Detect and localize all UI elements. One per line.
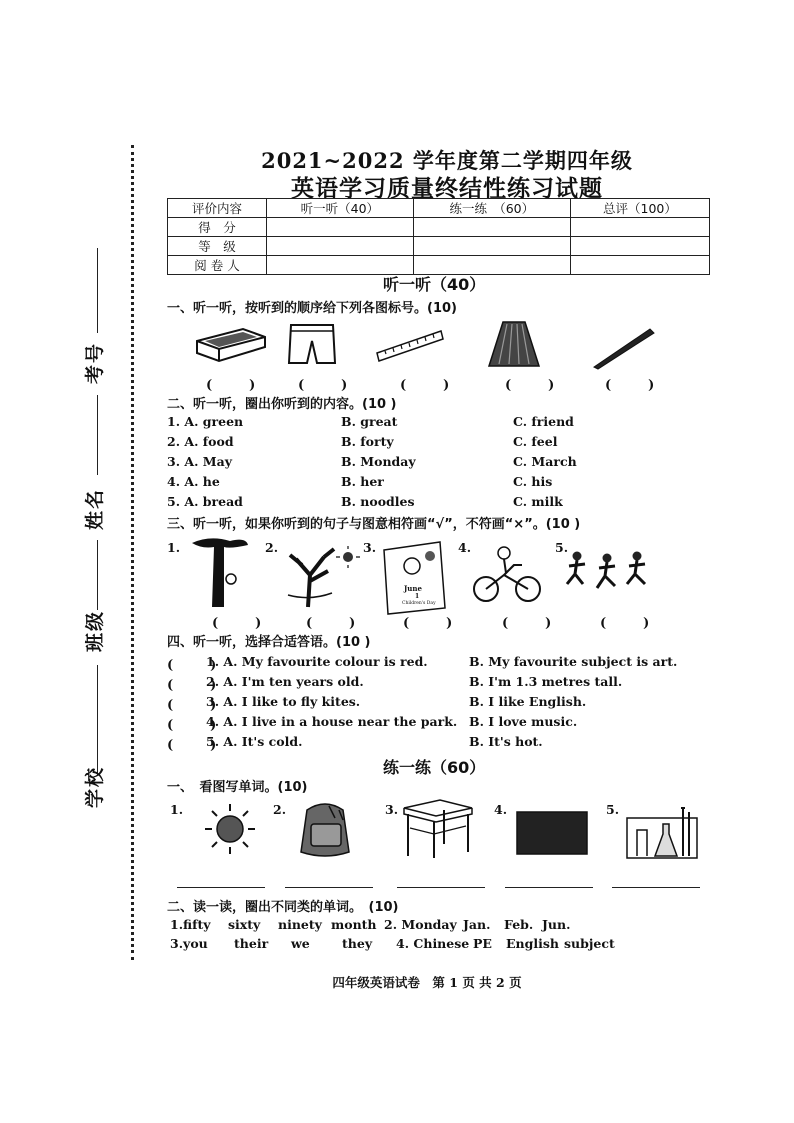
q4-option-a: 1. A. My favourite colour is red. <box>206 654 428 669</box>
q2-option[interactable]: B. noodles <box>341 494 415 509</box>
score-table-row <box>168 237 710 256</box>
score-header-cell: 总评（100） <box>570 199 709 218</box>
score-row-label: 得 分 <box>168 218 267 237</box>
q4-option-b: B. It's hot. <box>469 734 543 749</box>
word-option[interactable]: ninety <box>278 917 322 932</box>
q2-option[interactable]: 2. A. food <box>167 434 234 449</box>
listen-q1-title: 一、听一听，按听到的顺序给下列各图标号。(10) <box>167 301 457 316</box>
q3-answer-paren[interactable]: ( ) <box>212 616 274 631</box>
q4-option-b: B. I love music. <box>469 714 578 729</box>
q3-answer-paren[interactable]: ( ) <box>403 616 465 631</box>
practice-q1-number: 1. <box>170 802 184 817</box>
page-footer: 四年级英语试卷 第 1 页 共 2 页 <box>332 975 522 990</box>
answer-line[interactable] <box>177 887 265 888</box>
exam-title-line2: 英语学习质量终结性练习试题 <box>291 175 603 202</box>
q2-option[interactable]: 3. A. May <box>167 454 233 469</box>
answer-line[interactable] <box>505 887 593 888</box>
bare-tree-picture <box>280 545 360 610</box>
practice-q1-number: 5. <box>606 802 620 817</box>
girl-cycling-picture <box>470 545 545 605</box>
score-row-label: 等 级 <box>168 237 267 256</box>
score-header-cell: 听一听（40） <box>267 199 414 218</box>
score-row-label: 阅 卷 人 <box>168 256 267 275</box>
name-label: 姓名 <box>84 487 106 530</box>
word-option[interactable]: PE <box>473 936 492 951</box>
q2-option[interactable]: 1. A. green <box>167 414 244 429</box>
tree-picture <box>190 535 250 610</box>
class-label: 班级 <box>84 609 106 652</box>
school-label: 学校 <box>84 765 106 808</box>
word-option[interactable]: 2. Monday <box>384 917 457 932</box>
word-option[interactable]: 1.fifty <box>170 917 211 932</box>
answer-line[interactable] <box>285 887 373 888</box>
q2-option[interactable]: C. friend <box>513 414 574 429</box>
listen-q2-title: 二、听一听，圈出你听到的内容。(10 ) <box>167 397 397 412</box>
word-option[interactable]: we <box>291 936 310 951</box>
word-option[interactable]: month <box>331 917 377 932</box>
q2-option[interactable]: C. feel <box>513 434 558 449</box>
q2-option[interactable]: 4. A. he <box>167 474 220 489</box>
q3-answer-paren[interactable]: ( ) <box>306 616 368 631</box>
q3-number: 2. <box>265 540 279 555</box>
sun-picture <box>200 800 260 858</box>
word-option[interactable]: 3.you <box>170 936 208 951</box>
desk-picture <box>400 798 475 860</box>
practice-q1-number: 4. <box>494 802 508 817</box>
exam-no-line <box>97 248 98 333</box>
q1-answer-paren[interactable]: ( ) <box>400 378 462 393</box>
practice-q2-title: 二、读一读，圈出不同类的单词。 (10) <box>167 900 399 915</box>
shorts-picture <box>287 323 337 368</box>
name-line-top <box>97 395 98 475</box>
q4-answer-paren[interactable]: ( ) <box>167 658 229 673</box>
calendar-note: Children's Day <box>402 601 436 606</box>
q4-option-b: B. My favourite subject is art. <box>469 654 678 669</box>
word-option[interactable]: Jan. <box>463 917 491 932</box>
calendar-day: 1 <box>415 593 420 600</box>
practice-q1-title: 一、 看图写单词。(10) <box>167 780 308 795</box>
q2-option[interactable]: B. her <box>341 474 384 489</box>
q4-option-b: B. I like English. <box>469 694 587 709</box>
word-option[interactable]: Jun. <box>542 917 571 932</box>
pencil-box-picture <box>193 323 268 368</box>
q1-answer-paren[interactable]: ( ) <box>206 378 268 393</box>
q1-answer-paren[interactable]: ( ) <box>505 378 567 393</box>
score-table-row <box>168 218 710 237</box>
answer-line[interactable] <box>397 887 485 888</box>
score-table <box>167 198 710 275</box>
exam-no-label: 考号 <box>84 341 106 384</box>
q4-option-a: 5. A. It's cold. <box>206 734 303 749</box>
q2-option[interactable]: C. his <box>513 474 553 489</box>
q2-option[interactable]: C. milk <box>513 494 563 509</box>
word-option[interactable]: 4. Chinese <box>396 936 470 951</box>
practice-q1-number: 2. <box>273 802 287 817</box>
word-option[interactable]: Feb. <box>504 917 534 932</box>
calendar-month: June <box>404 584 422 593</box>
listen-q3-title: 三、听一听，如果你听到的句子与图意相符画“√”，不符画“×”。(10 ) <box>167 517 581 532</box>
q3-answer-paren[interactable]: ( ) <box>600 616 662 631</box>
word-option[interactable]: sixty <box>228 917 261 932</box>
exam-title-line1: 2021~2022 学年度第二学期四年级 <box>261 148 633 173</box>
q1-answer-paren[interactable]: ( ) <box>605 378 667 393</box>
q3-number: 1. <box>167 540 181 555</box>
binding-dotted-line <box>131 145 134 960</box>
word-option[interactable]: subject <box>564 936 615 951</box>
q4-answer-paren[interactable]: ( ) <box>167 698 229 713</box>
q2-option[interactable]: 5. A. bread <box>167 494 243 509</box>
bag-picture <box>295 800 355 860</box>
practice-q1-number: 3. <box>385 802 399 817</box>
lab-equipment-picture <box>625 800 700 860</box>
name-line <box>97 540 98 610</box>
q3-number: 5. <box>555 540 569 555</box>
q4-answer-paren[interactable]: ( ) <box>167 718 229 733</box>
q2-option[interactable]: C. March <box>513 454 577 469</box>
q4-option-a: 4. A. I live in a house near the park. <box>206 714 458 729</box>
score-table-header <box>168 199 710 218</box>
word-option[interactable]: their <box>234 936 269 951</box>
q4-answer-paren[interactable]: ( ) <box>167 678 229 693</box>
listen-section-title: 听一听（40） <box>383 275 486 294</box>
ruler-picture <box>375 325 445 363</box>
practice-section-title: 练一练（60） <box>383 758 486 777</box>
q3-number: 4. <box>458 540 472 555</box>
running-kids-picture <box>565 550 660 595</box>
score-header-cell: 练一练 （60） <box>413 199 570 218</box>
score-header-cell: 评价内容 <box>168 199 267 218</box>
q4-option-b: B. I'm 1.3 metres tall. <box>469 674 623 689</box>
q4-option-a: 2. A. I'm ten years old. <box>206 674 364 689</box>
listen-q4-title: 四、听一听，选择合适答语。(10 ) <box>167 635 371 650</box>
q2-option[interactable]: B. Monday <box>341 454 416 469</box>
answer-line[interactable] <box>612 887 700 888</box>
class-line <box>97 665 98 775</box>
word-option[interactable]: they <box>342 936 373 951</box>
q2-option[interactable]: B. forty <box>341 434 394 449</box>
q3-number: 3. <box>363 540 377 555</box>
pen-picture <box>590 325 655 370</box>
blackboard-picture <box>515 810 590 856</box>
q4-answer-paren[interactable]: ( ) <box>167 738 229 753</box>
q3-answer-paren[interactable]: ( ) <box>502 616 564 631</box>
q4-option-a: 3. A. I like to fly kites. <box>206 694 361 709</box>
q1-answer-paren[interactable]: ( ) <box>298 378 360 393</box>
word-option[interactable]: English <box>506 936 559 951</box>
skirt-picture <box>487 320 542 370</box>
q2-option[interactable]: B. great <box>341 414 398 429</box>
